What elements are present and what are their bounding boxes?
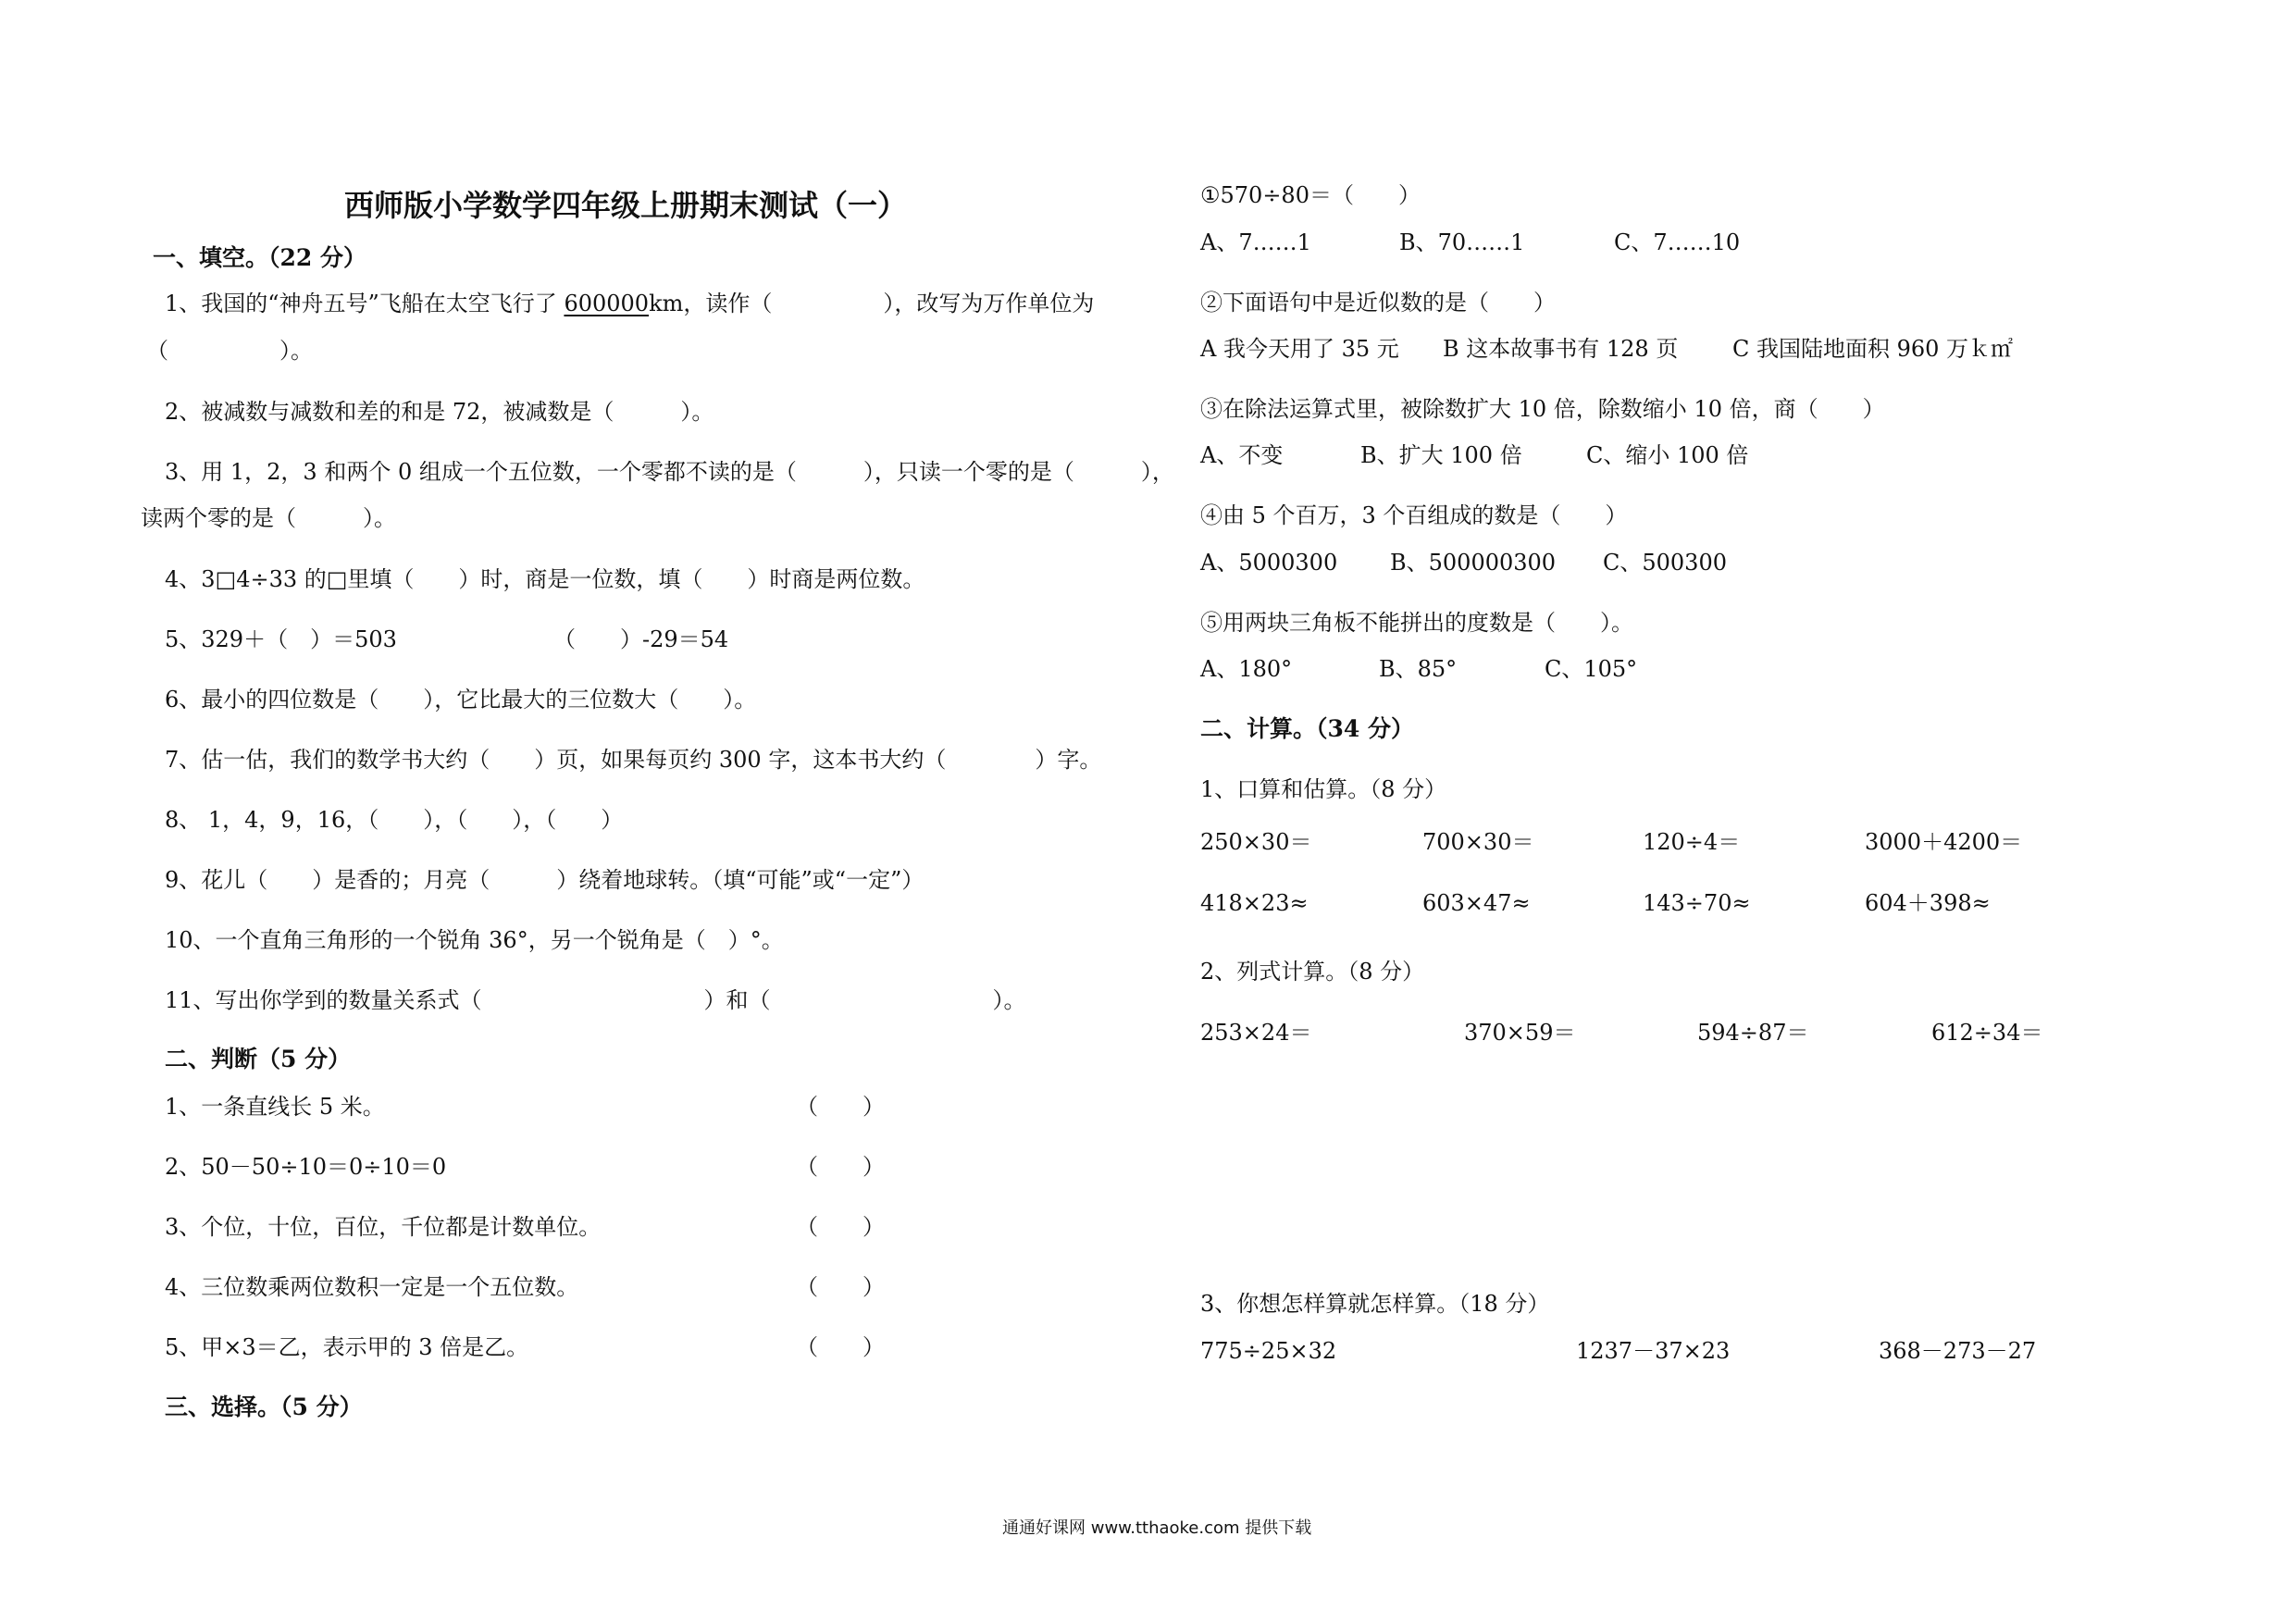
choice-q4: ④由 5 个百万，3 个百组成的数是（ ） — [1200, 502, 1628, 528]
judge-answer-1[interactable]: （ ） — [796, 1094, 885, 1120]
fill-q1-b: km，读作（ ），改写为万作单位为 — [649, 291, 1095, 316]
choice-q2-option-c[interactable]: C 我国陆地面积 960 万ｋ㎡ — [1732, 336, 2014, 362]
choice-q3-option-a[interactable]: A、不变 — [1200, 442, 1284, 468]
fill-q9: 9、花儿（ ）是香的；月亮（ ）绕着地球转。（填“可能”或“一定”） — [165, 867, 925, 893]
choice-q4-option-a[interactable]: A、5000300 — [1200, 550, 1338, 576]
calc-r2-item-3: 143÷70≈ — [1643, 890, 1751, 916]
choice-q1-option-a[interactable]: A、7……1 — [1200, 229, 1311, 255]
choice-q3: ③在除法运算式里，被除数扩大 10 倍，除数缩小 10 倍，商（ ） — [1200, 396, 1885, 422]
choice-q2: ②下面语句中是近似数的是（ ） — [1200, 290, 1556, 316]
choice-q5-option-b[interactable]: B、85° — [1379, 656, 1458, 682]
choice-q1-option-c[interactable]: C、7……10 — [1614, 229, 1741, 255]
judge-answer-4[interactable]: （ ） — [796, 1274, 885, 1300]
judge-item-4: 4、三位数乘两位数积一定是一个五位数。 — [165, 1274, 579, 1300]
choice-q4-option-b[interactable]: B、500000300 — [1390, 550, 1557, 576]
calc-part3-heading: 3、你想怎样算就怎样算。（18 分） — [1200, 1291, 1550, 1317]
fill-q1-cont: （ ）。 — [146, 338, 313, 364]
fill-q10: 10、一个直角三角形的一个锐角 36°，另一个锐角是（ ）°。 — [165, 927, 784, 953]
calc-r4-item-2: 1237－37×23 — [1576, 1338, 1731, 1364]
section-calc-heading: 二、计算。（34 分） — [1200, 715, 1414, 742]
fill-q3: 3、用 1，2，3 和两个 0 组成一个五位数，一个零都不读的是（ ），只读一个零的是（ ）， — [165, 459, 1174, 485]
calc-r3-item-2: 370×59＝ — [1464, 1020, 1576, 1046]
judge-answer-3[interactable]: （ ） — [796, 1214, 885, 1240]
fill-q5-a: 5、329＋（ ）＝503 — [165, 626, 397, 652]
calc-part2-heading: 2、列式计算。（8 分） — [1200, 959, 1425, 985]
choice-q1: ①570÷80＝（ ） — [1200, 182, 1421, 208]
choice-q1-option-b[interactable]: B、70……1 — [1399, 229, 1525, 255]
fill-q2: 2、被减数与减数和差的和是 72，被减数是（ ）。 — [165, 399, 714, 425]
calc-r1-item-2: 700×30＝ — [1422, 829, 1534, 855]
choice-q4-option-c[interactable]: C、500300 — [1603, 550, 1727, 576]
fill-q1-a: 1、我国的“神舟五号”飞船在太空飞行了 — [165, 291, 565, 316]
calc-r2-item-2: 603×47≈ — [1422, 890, 1531, 916]
calc-r3-item-3: 594÷87＝ — [1697, 1020, 1809, 1046]
fill-q7: 7、估一估，我们的数学书大约（ ）页，如果每页约 300 字，这本书大约（ ）字。 — [165, 747, 1102, 773]
choice-q3-option-c[interactable]: C、缩小 100 倍 — [1586, 442, 1749, 468]
fill-q11: 11、写出你学到的数量关系式（ ）和（ ）。 — [165, 987, 1026, 1013]
choice-q3-option-b[interactable]: B、扩大 100 倍 — [1360, 442, 1522, 468]
judge-answer-5[interactable]: （ ） — [796, 1334, 885, 1360]
section-judge-heading: 二、判断（5 分） — [165, 1046, 352, 1072]
calc-r1-item-3: 120÷4＝ — [1643, 829, 1741, 855]
judge-item-5: 5、甲×3＝乙，表示甲的 3 倍是乙。 — [165, 1334, 529, 1360]
fill-q8: 8、 1，4，9，16，（ ），（ ），（ ） — [165, 807, 624, 833]
judge-item-1: 1、一条直线长 5 米。 — [165, 1094, 385, 1120]
calc-part1-heading: 1、口算和估算。（8 分） — [1200, 776, 1447, 802]
choice-q2-option-a[interactable]: A 我今天用了 35 元 — [1200, 336, 1399, 362]
judge-item-3: 3、个位，十位，百位，千位都是计数单位。 — [165, 1214, 602, 1240]
judge-item-2: 2、50－50÷10＝0÷10＝0 — [165, 1154, 447, 1180]
calc-r3-item-1: 253×24＝ — [1200, 1020, 1312, 1046]
fill-q5-b: （ ）-29＝54 — [553, 626, 729, 652]
calc-r1-item-4: 3000＋4200＝ — [1865, 829, 2023, 855]
calc-r4-item-3: 368－273－27 — [1879, 1338, 2037, 1364]
page-title: 西师版小学数学四年级上册期末测试（一） — [344, 188, 908, 223]
calc-r2-item-4: 604＋398≈ — [1865, 890, 1991, 916]
section-fill-heading: 一、填空。（22 分） — [153, 244, 366, 271]
calc-r2-item-1: 418×23≈ — [1200, 890, 1309, 916]
page-footer: 通通好课网 www.tthaoke.com 提供下载 — [1002, 1518, 1312, 1538]
calc-r4-item-1: 775÷25×32 — [1200, 1338, 1337, 1364]
fill-q6: 6、最小的四位数是（ ），它比最大的三位数大（ ）。 — [165, 687, 757, 712]
choice-q5: ⑤用两块三角板不能拼出的度数是（ ）。 — [1200, 610, 1633, 636]
calc-r1-item-1: 250×30＝ — [1200, 829, 1312, 855]
calc-r3-item-4: 612÷34＝ — [1931, 1020, 2043, 1046]
fill-q1-number: 600000 — [564, 291, 650, 316]
fill-q3-cont: 读两个零的是（ ）。 — [141, 505, 396, 531]
choice-q5-option-c[interactable]: C、105° — [1545, 656, 1638, 682]
choice-q5-option-a[interactable]: A、180° — [1200, 656, 1293, 682]
choice-q2-option-b[interactable]: B 这本故事书有 128 页 — [1443, 336, 1679, 362]
section-choice-heading: 三、选择。（5 分） — [165, 1394, 363, 1420]
fill-q1 — [165, 290, 1094, 317]
judge-answer-2[interactable]: （ ） — [796, 1154, 885, 1180]
fill-q4: 4、3□4÷33 的□里填（ ）时，商是一位数，填（ ）时商是两位数。 — [165, 566, 925, 592]
